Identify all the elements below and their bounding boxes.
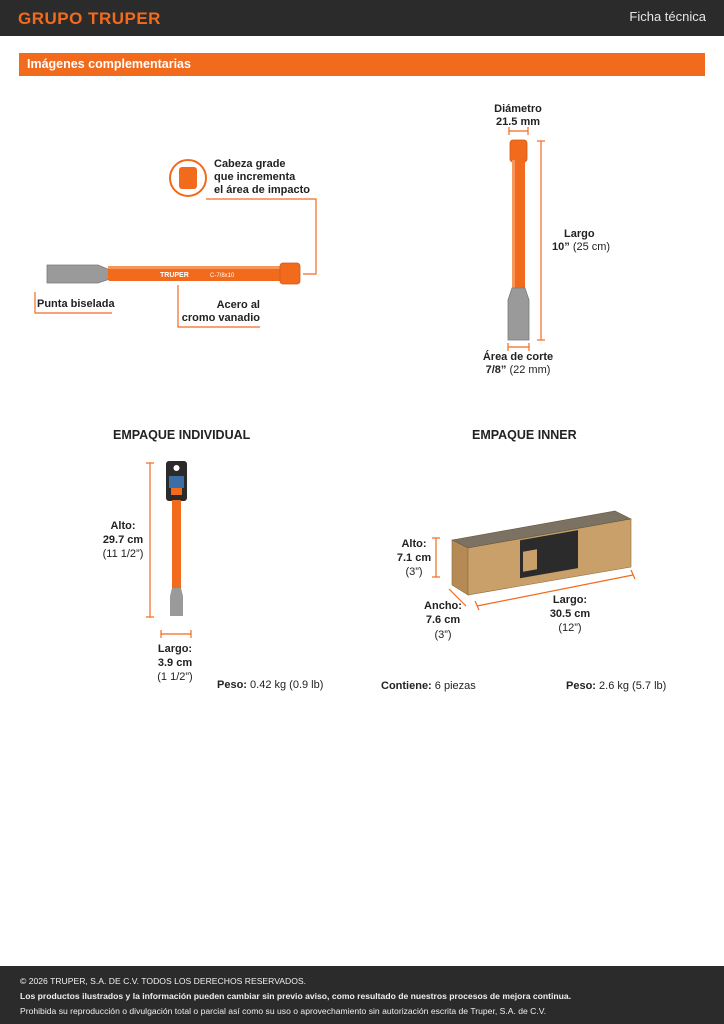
inner-contiene-group [381, 680, 476, 692]
section-title: Imágenes complementarias [27, 57, 191, 71]
chisel-vertical [508, 127, 545, 351]
individual-largo-imperial: (1 1/2”) [157, 671, 193, 683]
inner-alto-label: Alto: [401, 538, 427, 550]
inner-contiene-label: Contiene: [381, 680, 432, 692]
diameter-value: 21.5 mm [495, 116, 541, 128]
brand-logo: GRUPO TRUPER [18, 9, 161, 28]
length-value-group [552, 241, 610, 253]
inner-alto-value: 7.1 cm [396, 552, 432, 564]
material-callout-line-1: Acero al [216, 299, 260, 311]
length-metric: (25 cm) [572, 241, 611, 253]
inner-alto-imperial: (3”) [405, 566, 423, 578]
head-callout-line-3: el área de impacto [214, 184, 310, 196]
tip-callout-label: Punta biselada [37, 298, 115, 310]
individual-alto-value: 29.7 cm [102, 534, 144, 546]
individual-peso-label: Peso: [217, 679, 247, 691]
individual-package-title: EMPAQUE INDIVIDUAL [113, 428, 251, 442]
cut-area-value-group [470, 364, 566, 376]
inner-peso-label: Peso: [566, 680, 596, 692]
document-type: Ficha técnica [629, 9, 706, 24]
footer-notice: Los productos ilustrados y la información pueden cambiar sin previo aviso, como resultado de nuestros procesos de mejora continua. [20, 991, 572, 1001]
inner-ancho-imperial: (3”) [434, 629, 452, 641]
inner-box [432, 511, 635, 610]
individual-peso-value: 0.42 kg (0.9 lb) [250, 679, 324, 691]
inner-contiene-value: 6 piezas [434, 680, 476, 692]
length-label: Largo [564, 228, 595, 240]
head-callout-line-2: que incrementa [214, 171, 296, 183]
handle-brand-text: TRUPER [160, 272, 189, 279]
inner-peso-group [566, 680, 666, 692]
inner-ancho-value: 7.6 cm [425, 614, 461, 626]
cut-area-label: Área de corte [482, 351, 554, 363]
cut-area-value: 7/8” [485, 364, 507, 376]
inner-largo-imperial: (12”) [558, 622, 582, 634]
footer-copyright: © 2026 TRUPER, S.A. DE C.V. TODOS LOS DERECHOS RESERVADOS. [20, 976, 307, 986]
head-callout-line-1: Cabeza grade [214, 158, 286, 170]
chisel-head [280, 263, 300, 284]
inner-largo-value: 30.5 cm [549, 608, 591, 620]
material-callout-line-2: cromo vanadio [181, 312, 260, 324]
individual-peso-group [217, 679, 323, 691]
inner-ancho-label: Ancho: [424, 600, 462, 612]
footer-legal: Prohibida su reproducción o divulgación total o parcial así como su uso o aprovechamiento sin autorización escrita de Truper, S.A. de C.V. [20, 1006, 547, 1016]
individual-alto-imperial: (11 1/2”) [102, 548, 144, 560]
individual-alto-label: Alto: [110, 520, 136, 532]
inner-package-title: EMPAQUE INNER [472, 428, 577, 442]
inner-peso-value: 2.6 kg (5.7 lb) [599, 680, 667, 692]
handle-code-text: C-7/8x10 [210, 273, 235, 279]
length-value: 10” [552, 241, 570, 253]
cut-area-metric: (22 mm) [509, 364, 551, 376]
inner-largo-label: Largo: [552, 594, 588, 606]
individual-largo-label: Largo: [157, 643, 193, 655]
individual-package [146, 461, 191, 638]
chisel-horizontal [47, 263, 300, 284]
chisel-bevel-tip [47, 265, 110, 283]
individual-largo-value: 3.9 cm [157, 657, 193, 669]
diameter-label: Diámetro [494, 103, 542, 115]
footer [0, 966, 724, 1024]
